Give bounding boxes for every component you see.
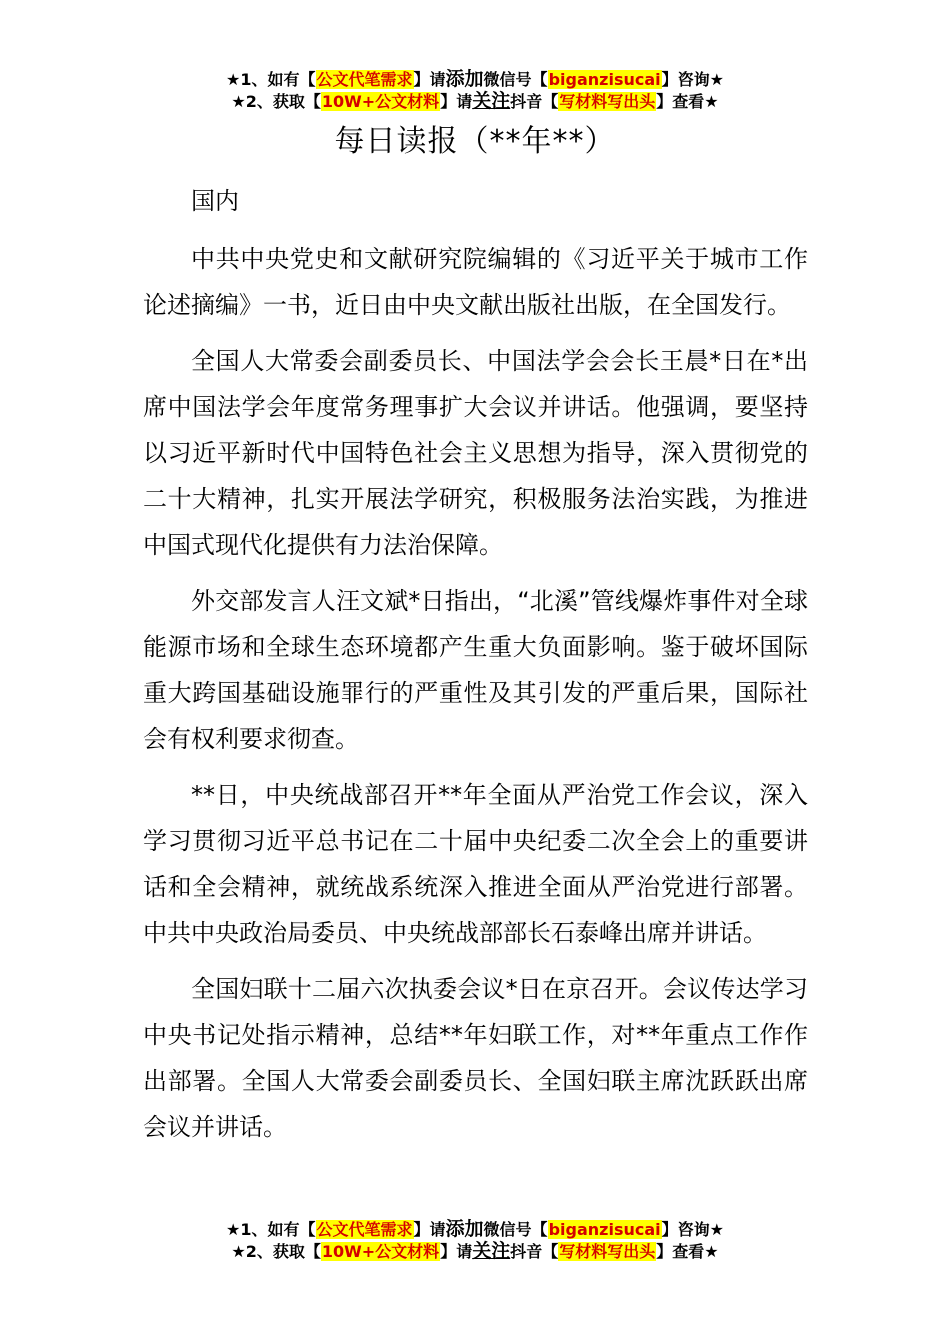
banner-line-2 bbox=[0, 90, 950, 112]
banner-text: 】请 bbox=[413, 1220, 446, 1239]
banner-text: 微信号【 bbox=[483, 70, 548, 89]
banner-text: 】查看★ bbox=[656, 92, 719, 111]
paragraph: **日，中央统战部召开**年全面从严治党工作会议，深入学习贯彻习近平总书记在二十届中央纪委二次全会上的重要讲话和全会精神，就统战系统深入推进全面从严治党进行部署。中共中央政治局委员、中央统战部部长石泰峰出席并讲话。 bbox=[143, 781, 808, 947]
banner-underline: 关注 bbox=[472, 1240, 511, 1262]
paragraph: 全国妇联十二届六次执委会议*日在京召开。会议传达学习中央书记处指示精神，总结**年妇联工作，对**年重点工作作出部署。全国人大常委会副委员长、全国妇联主席沈跃跃出席会议并讲话。 bbox=[143, 975, 808, 1141]
banner-text: ★2、获取【 bbox=[231, 1242, 321, 1261]
banner-text: ★2、获取【 bbox=[231, 92, 321, 111]
banner-text: 】请 bbox=[440, 92, 473, 111]
banner-emphasis: 添加 bbox=[445, 68, 484, 90]
paragraph: 外交部发言人汪文斌*日指出，“北溪”管线爆炸事件对全球能源市场和全球生态环境都产生重大负面影响。鉴于破坏国际重大跨国基础设施罪行的严重性及其引发的严重后果，国际社会有权利要求彻查。 bbox=[143, 587, 808, 753]
footer-banner bbox=[0, 1218, 950, 1262]
banner-text: 抖音【 bbox=[510, 1242, 559, 1261]
banner-highlight: biganzisucai bbox=[548, 70, 661, 89]
banner-line-1 bbox=[0, 1218, 950, 1240]
document-title: 每日读报（**年**） bbox=[334, 124, 616, 159]
banner-text: 抖音【 bbox=[510, 92, 559, 111]
banner-text: ★1、如有【 bbox=[226, 70, 316, 89]
paragraph: 中共中央党史和文献研究院编辑的《习近平关于城市工作论述摘编》一书，近日由中央文献出版社出版，在全国发行。 bbox=[143, 245, 808, 319]
banner-highlight: 公文代笔需求 bbox=[316, 1220, 413, 1239]
banner-text: 】查看★ bbox=[656, 1242, 719, 1261]
banner-emphasis: 添加 bbox=[445, 1218, 484, 1240]
header-banner bbox=[0, 68, 950, 112]
banner-underline: 关注 bbox=[472, 90, 511, 112]
banner-text: 微信号【 bbox=[483, 1220, 548, 1239]
banner-highlight: 写材料写出头 bbox=[559, 1242, 656, 1261]
banner-highlight: 10W+公文材料 bbox=[321, 1242, 440, 1261]
banner-line-1 bbox=[0, 68, 950, 90]
banner-text: 】请 bbox=[413, 70, 446, 89]
banner-line-2 bbox=[0, 1240, 950, 1262]
banner-highlight: 公文代笔需求 bbox=[316, 70, 413, 89]
banner-text: 】咨询★ bbox=[661, 70, 724, 89]
banner-highlight: 写材料写出头 bbox=[559, 92, 656, 111]
paragraph: 全国人大常委会副委员长、中国法学会会长王晨*日在*出席中国法学会年度常务理事扩大会议并讲话。他强调，要坚持以习近平新时代中国特色社会主义思想为指导，深入贯彻党的二十大精神，扎实开展法学研究，积极服务法治实践，为推进中国式现代化提供有力法治保障。 bbox=[143, 347, 808, 559]
banner-highlight: 10W+公文材料 bbox=[321, 92, 440, 111]
document-body bbox=[143, 178, 808, 1160]
section-heading: 国内 bbox=[191, 187, 239, 215]
banner-text: 】咨询★ bbox=[661, 1220, 724, 1239]
banner-text: 】请 bbox=[440, 1242, 473, 1261]
banner-text: ★1、如有【 bbox=[226, 1220, 316, 1239]
banner-highlight: biganzisucai bbox=[548, 1220, 661, 1239]
